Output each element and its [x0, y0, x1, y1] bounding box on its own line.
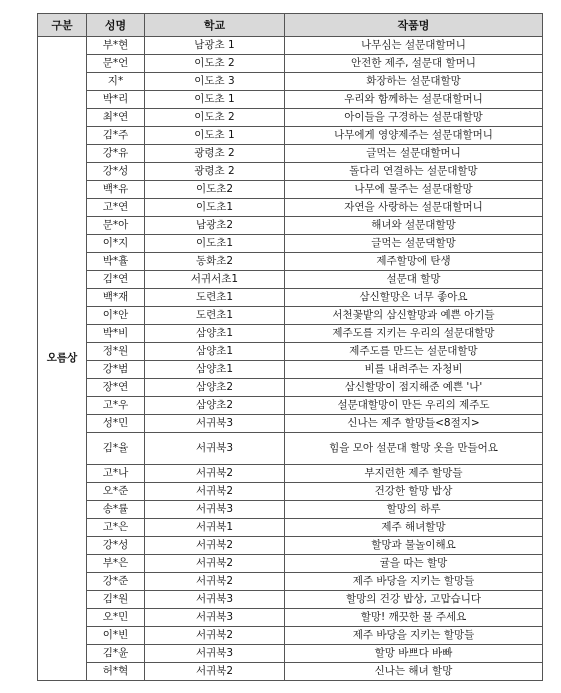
- table-row: [38, 519, 543, 537]
- school-cell: 광령초 2: [145, 163, 285, 181]
- title-cell: 할망의 건강 밥상, 고맙습니다: [285, 591, 543, 609]
- title-cell: 글먹는 설문대할머니: [285, 145, 543, 163]
- name-cell: 박*비: [87, 325, 145, 343]
- table-row: [38, 433, 543, 465]
- name-cell: 정*원: [87, 343, 145, 361]
- name-cell: 강*범: [87, 361, 145, 379]
- table-row: [38, 253, 543, 271]
- header-school: 학교: [145, 14, 285, 37]
- school-cell: 이도초 3: [145, 73, 285, 91]
- school-cell: 이도초2: [145, 181, 285, 199]
- name-cell: 허*혁: [87, 663, 145, 681]
- school-cell: 서귀북2: [145, 555, 285, 573]
- table-row: [38, 343, 543, 361]
- school-cell: 서귀서초1: [145, 271, 285, 289]
- table-row: [38, 483, 543, 501]
- school-cell: 서귀북1: [145, 519, 285, 537]
- table-row: [38, 91, 543, 109]
- name-cell: 이*안: [87, 307, 145, 325]
- table-row: [38, 181, 543, 199]
- school-cell: 서귀북2: [145, 663, 285, 681]
- title-cell: [285, 433, 543, 465]
- table-row: [38, 591, 543, 609]
- name-cell: 고*은: [87, 519, 145, 537]
- title-cell: 삼신할망은 너무 좋아요: [285, 289, 543, 307]
- table-row: [38, 55, 543, 73]
- school-cell: 삼양초1: [145, 343, 285, 361]
- title-cell: 할망과 물놀이해요: [285, 537, 543, 555]
- table-row: [38, 627, 543, 645]
- title-cell: 신나는 제주 할망들<8절지>: [285, 415, 543, 433]
- title-cell: 제주 해녀할망: [285, 519, 543, 537]
- table-row: [38, 217, 543, 235]
- title-cell: 할망! 깨끗한 물 주세요: [285, 609, 543, 627]
- school-cell: 동화초2: [145, 253, 285, 271]
- school-cell: 서귀북3: [145, 591, 285, 609]
- name-cell: 강*성: [87, 163, 145, 181]
- school-cell: 남광초2: [145, 217, 285, 235]
- name-cell: 지*: [87, 73, 145, 91]
- school-cell: 서귀북2: [145, 465, 285, 483]
- title-cell: 할망 바쁘다 바빠: [285, 645, 543, 663]
- table-row: [38, 235, 543, 253]
- table-row: [38, 199, 543, 217]
- school-cell: 삼양초2: [145, 379, 285, 397]
- title-cell: 할망의 하루: [285, 501, 543, 519]
- name-cell: 강*유: [87, 145, 145, 163]
- table-row: [38, 127, 543, 145]
- name-cell: 오*준: [87, 483, 145, 501]
- table-row: [38, 109, 543, 127]
- name-cell: 최*연: [87, 109, 145, 127]
- name-cell: 문*언: [87, 55, 145, 73]
- award-table: [37, 13, 543, 681]
- school-cell: 서귀북2: [145, 537, 285, 555]
- school-cell: 이도초 2: [145, 55, 285, 73]
- table-row: [38, 307, 543, 325]
- name-cell: 김*율: [87, 433, 145, 465]
- table-row: [38, 537, 543, 555]
- table-row: [38, 573, 543, 591]
- title-cell: 제주도를 지키는 우리의 설문대할망: [285, 325, 543, 343]
- table-row: [38, 361, 543, 379]
- table-row: [38, 271, 543, 289]
- table-body: [38, 37, 543, 681]
- table-row: [38, 73, 543, 91]
- school-cell: 서귀북3: [145, 415, 285, 433]
- title-cell: 삼신할망이 점지해준 예쁜 '나': [285, 379, 543, 397]
- school-cell: 서귀북2: [145, 627, 285, 645]
- table-row: [38, 397, 543, 415]
- school-cell: 삼양초1: [145, 361, 285, 379]
- header-category: 구분: [38, 14, 87, 37]
- name-cell: 문*아: [87, 217, 145, 235]
- title-cell: 나무에게 영양제주는 설문대할머니: [285, 127, 543, 145]
- name-cell: 고*연: [87, 199, 145, 217]
- table-row: [38, 289, 543, 307]
- name-cell: 장*연: [87, 379, 145, 397]
- title-cell: 귤을 따는 할망: [285, 555, 543, 573]
- school-cell: 서귀북3: [145, 501, 285, 519]
- name-cell: 김*윤: [87, 645, 145, 663]
- table-row: [38, 465, 543, 483]
- title-cell: 부지런한 제주 할망들: [285, 465, 543, 483]
- header-title: 작품명: [285, 14, 543, 37]
- name-cell: 고*나: [87, 465, 145, 483]
- school-cell: 이도초 2: [145, 109, 285, 127]
- school-cell: 서귀북3: [145, 645, 285, 663]
- title-cell: 안전한 제주, 설문대 할머니: [285, 55, 543, 73]
- name-cell: 오*민: [87, 609, 145, 627]
- name-cell: 강*준: [87, 573, 145, 591]
- school-cell: 서귀북3: [145, 433, 285, 465]
- school-cell: 삼양초2: [145, 397, 285, 415]
- table-row: [38, 609, 543, 627]
- name-cell: 고*우: [87, 397, 145, 415]
- title-text: 힘을 모아 설문대 할망 옷을 만들어요: [329, 442, 498, 454]
- school-cell: 이도초 1: [145, 127, 285, 145]
- name-cell: 송*률: [87, 501, 145, 519]
- title-cell: 서천꽃밭의 삼신할망과 예쁜 아기들: [285, 307, 543, 325]
- table-row: [38, 325, 543, 343]
- title-cell: 비를 내려주는 자청비: [285, 361, 543, 379]
- name-cell: 성*민: [87, 415, 145, 433]
- school-cell: 서귀북2: [145, 573, 285, 591]
- title-cell: 돌다리 연결하는 설문대할망: [285, 163, 543, 181]
- table-row: [38, 163, 543, 181]
- name-cell: 백*유: [87, 181, 145, 199]
- name-cell: 박*휼: [87, 253, 145, 271]
- name-cell: 강*성: [87, 537, 145, 555]
- table-row: [38, 645, 543, 663]
- table-row: [38, 37, 543, 55]
- header-name: 성명: [87, 14, 145, 37]
- table-row: [38, 379, 543, 397]
- title-cell: 제주 바당을 지키는 할망들: [285, 573, 543, 591]
- title-cell: 설문대 할망: [285, 271, 543, 289]
- title-cell: 글먹는 설문댁할망: [285, 235, 543, 253]
- school-cell: 서귀북3: [145, 609, 285, 627]
- school-cell: 광령초 2: [145, 145, 285, 163]
- name-cell: 박*리: [87, 91, 145, 109]
- table-row: [38, 415, 543, 433]
- category-cell: 오름상: [38, 37, 87, 681]
- title-cell: 제주할망에 탄생: [285, 253, 543, 271]
- name-cell: 김*연: [87, 271, 145, 289]
- school-cell: 도련초1: [145, 307, 285, 325]
- table-header-row: [38, 14, 543, 37]
- name-cell: 김*원: [87, 591, 145, 609]
- title-cell: 건강한 할망 밥상: [285, 483, 543, 501]
- table-row: [38, 501, 543, 519]
- table-row: [38, 555, 543, 573]
- name-cell: 김*주: [87, 127, 145, 145]
- title-cell: 화장하는 설문대할망: [285, 73, 543, 91]
- name-cell: 부*현: [87, 37, 145, 55]
- school-cell: 도련초1: [145, 289, 285, 307]
- title-cell: 아이들을 구경하는 설문대할망: [285, 109, 543, 127]
- title-cell: 제주 바당을 지키는 할망들: [285, 627, 543, 645]
- title-cell: 나무에 물주는 설문대할망: [285, 181, 543, 199]
- school-cell: 이도초1: [145, 235, 285, 253]
- name-cell: 부*은: [87, 555, 145, 573]
- title-cell: 신나는 해녀 할망: [285, 663, 543, 681]
- school-cell: 서귀북2: [145, 483, 285, 501]
- name-cell: 이*빈: [87, 627, 145, 645]
- table-row: [38, 145, 543, 163]
- title-cell: 제주도를 만드는 설문대할망: [285, 343, 543, 361]
- title-cell: 나무심는 설문대할머니: [285, 37, 543, 55]
- title-cell: 우리와 함께하는 설문대할머니: [285, 91, 543, 109]
- name-cell: 이*지: [87, 235, 145, 253]
- school-cell: 삼양초1: [145, 325, 285, 343]
- table-row: [38, 663, 543, 681]
- school-cell: 남광초 1: [145, 37, 285, 55]
- school-cell: 이도초 1: [145, 91, 285, 109]
- school-cell: 이도초1: [145, 199, 285, 217]
- title-cell: 해녀와 설문대할망: [285, 217, 543, 235]
- title-cell: 설문대할망이 만든 우리의 제주도: [285, 397, 543, 415]
- name-cell: 백*재: [87, 289, 145, 307]
- title-cell: 자연을 사랑하는 설문대할머니: [285, 199, 543, 217]
